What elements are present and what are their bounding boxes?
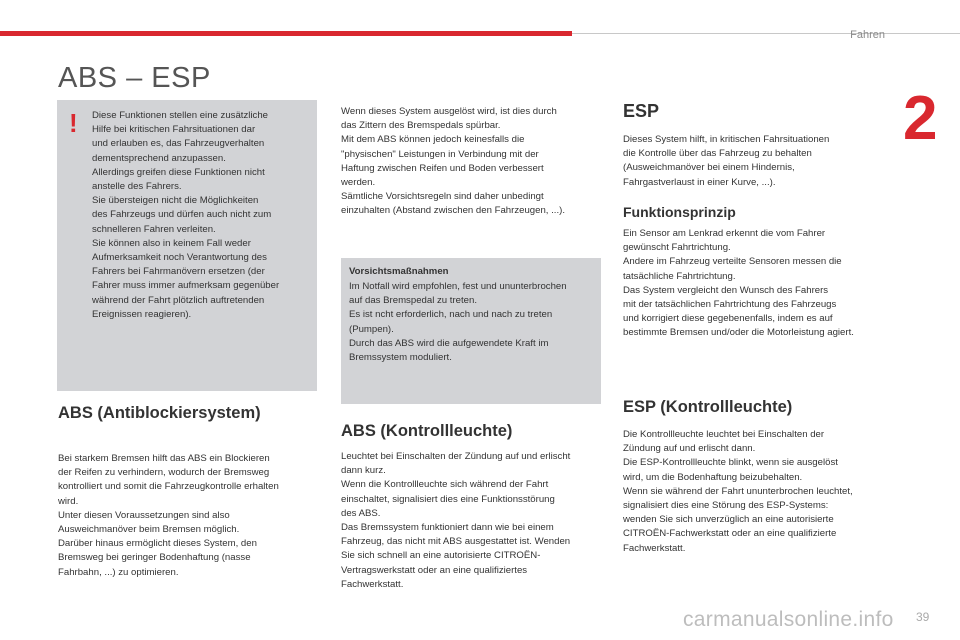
esp-principle-text: Ein Sensor am Lenkrad erkennt die vom Fahrer gewünscht Fahrtrichtung. Andere im Fahrzeug verteilte Sensoren messen die tatsächliche Fahrtrichtung. Das System vergleicht den Wunsch des Fahrers mit der tatsächlichen Fahrtrichtung des Fahrzeugs und korrigiert diese gegebenenfalls, indem es auf bestimmte Bremsen und/oder die Motorleistung agiert. xyxy=(623,228,854,339)
esp-heading: ESP xyxy=(623,101,660,121)
abs-text: Bei starkem Bremsen hilft das ABS ein Blockieren der Reifen zu verhindern, wodurch der Bremsweg kontrolliert und somit die Fahrzeugkontrolle erhalten wird. Unter diesen Voraussetzungen sind also Ausweichmanöver beim Bremsen möglich. Darüber hinaus ermöglicht dieses System, den Bremsweg bei geringer Bodenhaftung (nasse Fahrbahn, ...) zu optimieren. xyxy=(58,453,279,578)
header-rule xyxy=(572,33,960,34)
section-label: Fahren xyxy=(850,29,885,41)
precautions-title: Vorsichtsmaßnahmen xyxy=(349,266,449,277)
exclamation-icon: ! xyxy=(69,108,78,138)
esp-light-heading: ESP (Kontrollleuchte) xyxy=(623,398,793,416)
page-title: ABS – ESP xyxy=(58,62,211,94)
page-number: 39 xyxy=(916,610,930,624)
esp-principle-heading: Funktionsprinzip xyxy=(623,204,736,220)
abs-intro-text: Wenn dieses System ausgelöst wird, ist dies durch das Zittern des Bremspedals spürbar. Mit dem ABS können jedoch keinesfalls die "physischen" Leistungen in Verbindung mit der Haftung zwischen Reifen und Boden verbessert werden. Sämtliche Vorsichtsregeln sind daher unbedingt einzuhalten (Abstand zwischen den Fahrzeugen, ...). xyxy=(341,106,565,217)
abs-light-heading: ABS (Kontrollleuchte) xyxy=(341,422,513,440)
precautions-text: Im Notfall wird empfohlen, fest und ununterbrochen auf das Bremspedal zu treten. Es ist ncht erforderlich, nach und nach zu treten (Pumpen). Durch das ABS wird die aufgewendete Kraft im Bremssystem moduliert. xyxy=(349,281,567,364)
esp-text: Dieses System hilft, in kritischen Fahrsituationen die Kontrolle über das Fahrzeug zu behalten (Ausweichmanöver bei einem Hindernis, Fahrgastverlaust in einer Kurve, ...). xyxy=(623,134,830,188)
esp-light-text: Die Kontrollleuchte leuchtet bei Einschalten der Zündung auf und erlischt dann. Die ESP-Kontrollleuchte blinkt, wenn sie ausgelöst wird, um die Bodenhaftung beizubehalten. Wenn sie während der Fahrt ununterbrochen leuchtet, signalisiert dies eine Störung des ESP-Systems: wenden Sie sich unverzüglich an eine autorisierte CITROËN-Fachwerkstatt oder an eine qualifizierte Fachwerkstatt. xyxy=(623,429,853,554)
abs-heading: ABS (Antiblockiersystem) xyxy=(58,404,261,422)
chapter-number: 2 xyxy=(903,84,938,153)
watermark: carmanualsonline.info xyxy=(683,608,894,631)
abs-light-text: Leuchtet bei Einschalten der Zündung auf und erlischt dann kurz. Wenn die Kontrollleuchte sich während der Fahrt einschaltet, signalisiert dies eine Funktionsstörung des ABS. Das Bremssystem funktioniert dann wie bei einem Fahrzeug, das nicht mit ABS ausgestattet ist. Wenden Sie sich schnell an eine autorisierte CITROËN- Vertragswerkstatt oder an eine qualifiziertes Fachwerkstatt. xyxy=(341,451,571,590)
warning-text: Diese Funktionen stellen eine zusätzliche Hilfe bei kritischen Fahrsituationen dar und erlauben es, das Fahrzeugverhalten dementsprechend anzupassen. Allerdings greifen diese Funktionen nicht anstelle des Fahrers. Sie übersteigen nicht die Möglichkeiten des Fahrzeugs und dürfen auch nicht zum schnelleren Fahren verleiten. Sie können also in keinem Fall weder Aufmerksamkeit noch Verantwortung des Fahrers bei Fahrmanövern ersetzen (der Fahrer muss immer aufmerksam gegenüber während der Fahrt plötzlich auftretenden Ereignissen reagieren). xyxy=(92,110,280,320)
header-accent-bar xyxy=(0,31,572,36)
